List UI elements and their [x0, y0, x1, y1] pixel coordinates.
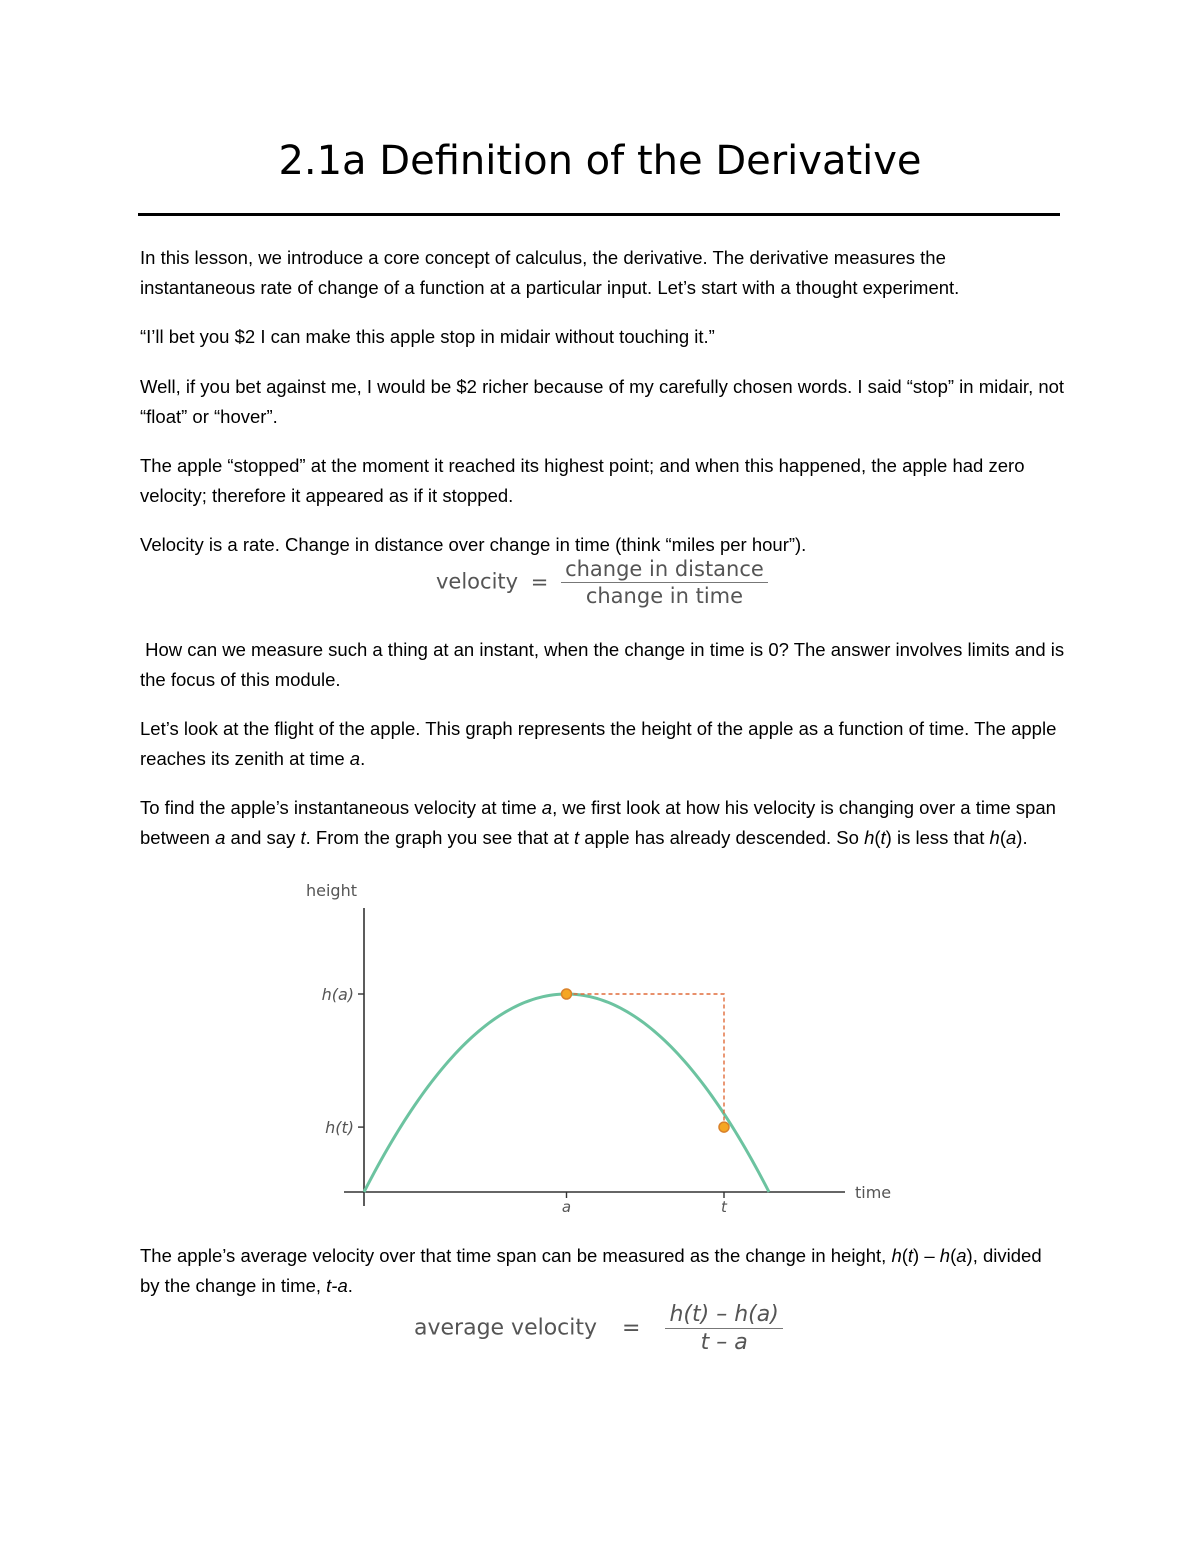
avg-eq-fraction — [665, 1302, 782, 1355]
text-segment: . — [347, 1275, 353, 1296]
text-segment: To find the apple’s instantaneous velocity at time — [140, 797, 542, 818]
var-t-minus-a: t-a — [326, 1275, 348, 1296]
paragraph-bet: “I’ll bet you $2 I can make this apple stop in midair without touching it.” — [140, 326, 715, 347]
text-segment: ( — [950, 1245, 957, 1266]
var-a: a — [956, 1245, 967, 1266]
var-a: a — [541, 797, 553, 818]
paragraph-intro: In this lesson, we introduce a core concept of calculus, the derivative. The derivative measures the instantaneous rate of change of a function at a particular input. Let’s start with a thought experiment. — [140, 247, 960, 298]
var-h: h — [989, 827, 1000, 848]
title-rule — [138, 213, 1060, 216]
text-segment: ), divided by the change in time, — [140, 1245, 1042, 1296]
flight-text-end: . — [360, 748, 366, 769]
text-segment: ( — [874, 827, 881, 848]
paragraph-velocity-rate: Velocity is a rate. Change in distance over change in time (think “miles per hour”). — [140, 534, 807, 555]
velocity-eq-numerator: change in distance — [561, 557, 768, 583]
velocity-eq-equals: = — [530, 569, 549, 594]
data-point — [719, 1122, 729, 1132]
avg-eq-numerator: h(t) – h(a) — [665, 1302, 782, 1329]
text-segment: apple has already descended. So — [579, 827, 865, 848]
y-axis-label: height — [306, 881, 357, 900]
paragraph-stopped: The apple “stopped” at the moment it reached its highest point; and when this happened, the apple had zero velocity; therefore it appeared as if it stopped. — [140, 455, 1025, 506]
velocity-eq-denominator: change in time — [585, 584, 744, 608]
velocity-equation — [436, 557, 768, 608]
paragraph-average-velocity — [140, 1241, 1065, 1301]
height-curve — [364, 994, 769, 1192]
text-segment: and say — [225, 827, 301, 848]
velocity-eq-lhs: velocity — [436, 569, 519, 594]
var-h: h — [939, 1245, 951, 1266]
paragraph-flight — [140, 714, 1065, 774]
var-t: t — [880, 827, 886, 848]
text-segment: ) – — [913, 1245, 940, 1266]
var-t: t — [907, 1245, 914, 1266]
var-t: t — [574, 827, 580, 848]
page-title: 2.1a Definition of the Derivative — [278, 138, 922, 184]
text-segment: ( — [901, 1245, 908, 1266]
paragraph-instant: How can we measure such a thing at an instant, when the change in time is 0? The answer involves limits and is the focus of this module. — [140, 639, 1070, 690]
var-a: a — [215, 827, 226, 848]
text-segment: ( — [999, 827, 1006, 848]
x-tick-label: t — [721, 1198, 727, 1216]
text-segment: ). — [1016, 827, 1028, 848]
avg-eq-equals: = — [622, 1315, 641, 1341]
var-a: a — [349, 748, 361, 769]
paragraph-well: Well, if you bet against me, I would be $2 richer because of my carefully chosen words. I said “stop” in midair, not “float” or “hover”. — [140, 376, 1065, 427]
height-vs-time-chart — [300, 872, 920, 1222]
var-h: h — [864, 827, 875, 848]
y-tick-label: h(t) — [325, 1118, 354, 1138]
var-a: a — [1005, 827, 1017, 848]
y-tick-label: h(a) — [321, 985, 354, 1004]
average-velocity-equation — [414, 1302, 783, 1355]
text-segment: The apple’s average velocity over that time span can be measured as the change in height, — [140, 1245, 892, 1266]
velocity-eq-fraction — [561, 557, 768, 608]
text-segment: ) is less that — [885, 827, 990, 848]
paragraph-instantaneous — [140, 793, 1065, 853]
text-segment: . From the graph you see that at — [305, 827, 575, 848]
text-segment: , we first look at how his velocity is changing over a time span between — [140, 797, 1056, 848]
flight-text: Let’s look at the flight of the apple. This graph represents the height of the apple as a function of time. The apple reaches its zenith at time — [140, 718, 1057, 769]
avg-eq-lhs: average velocity — [414, 1315, 598, 1341]
dashed-guide — [567, 994, 725, 1127]
x-axis-label: time — [855, 1183, 892, 1202]
x-tick-label: a — [561, 1198, 572, 1216]
avg-eq-denominator: t – a — [700, 1330, 748, 1355]
var-t: t — [300, 827, 306, 848]
var-h: h — [891, 1245, 902, 1266]
data-point — [562, 989, 572, 999]
